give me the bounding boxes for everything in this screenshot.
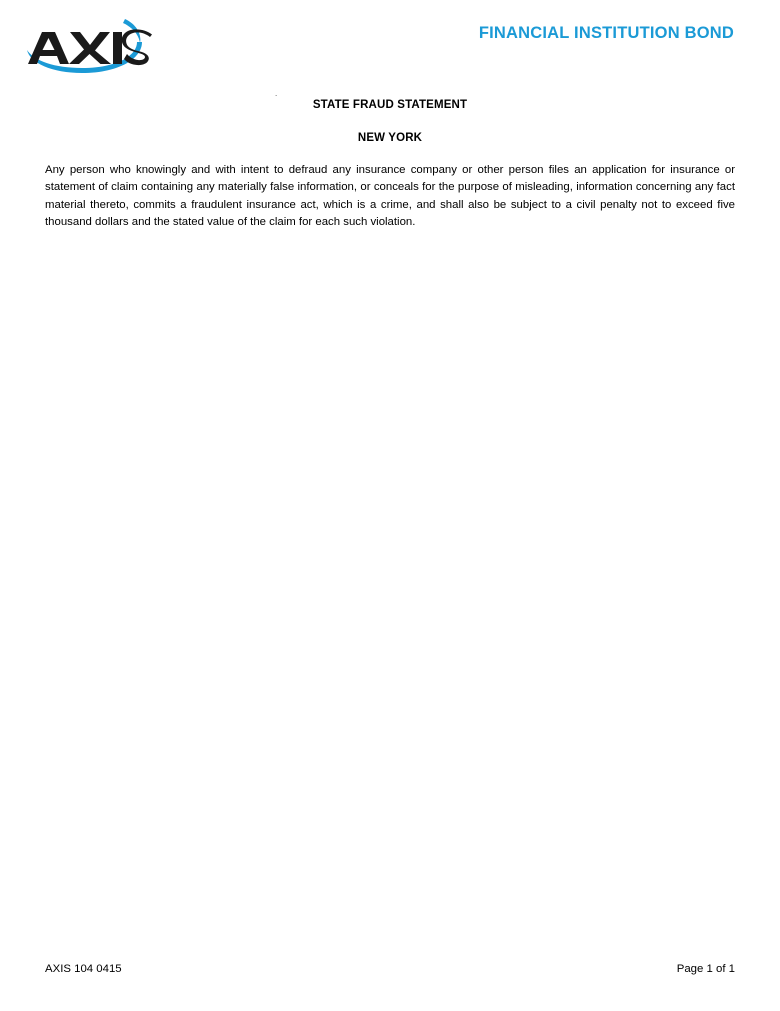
stray-mark: . [275, 89, 278, 98]
document-subtitle: NEW YORK [357, 132, 423, 144]
document-body-paragraph: Any person who knowingly and with intent to defraud any insurance company or other person files an application for insurance or statement of claim containing any materially false information, or conceals for the purpose of misleading, information concerning any fact material thereto, commits a fraudulent insurance act, which is a crime, and shall also be subject to a civil penalty not to exceed five thousand dollars and the stated value of the claim for each such violation. [45, 164, 735, 228]
page-footer [45, 963, 735, 979]
form-number: AXIS 104 0415 [45, 963, 122, 975]
page-header [0, 0, 780, 90]
page-title: FINANCIAL INSTITUTION BOND [478, 24, 734, 42]
axis-logo [24, 16, 154, 78]
document-title: STATE FRAUD STATEMENT [312, 99, 468, 111]
page-number: Page 1 of 1 [676, 963, 735, 975]
document-content [45, 89, 735, 231]
